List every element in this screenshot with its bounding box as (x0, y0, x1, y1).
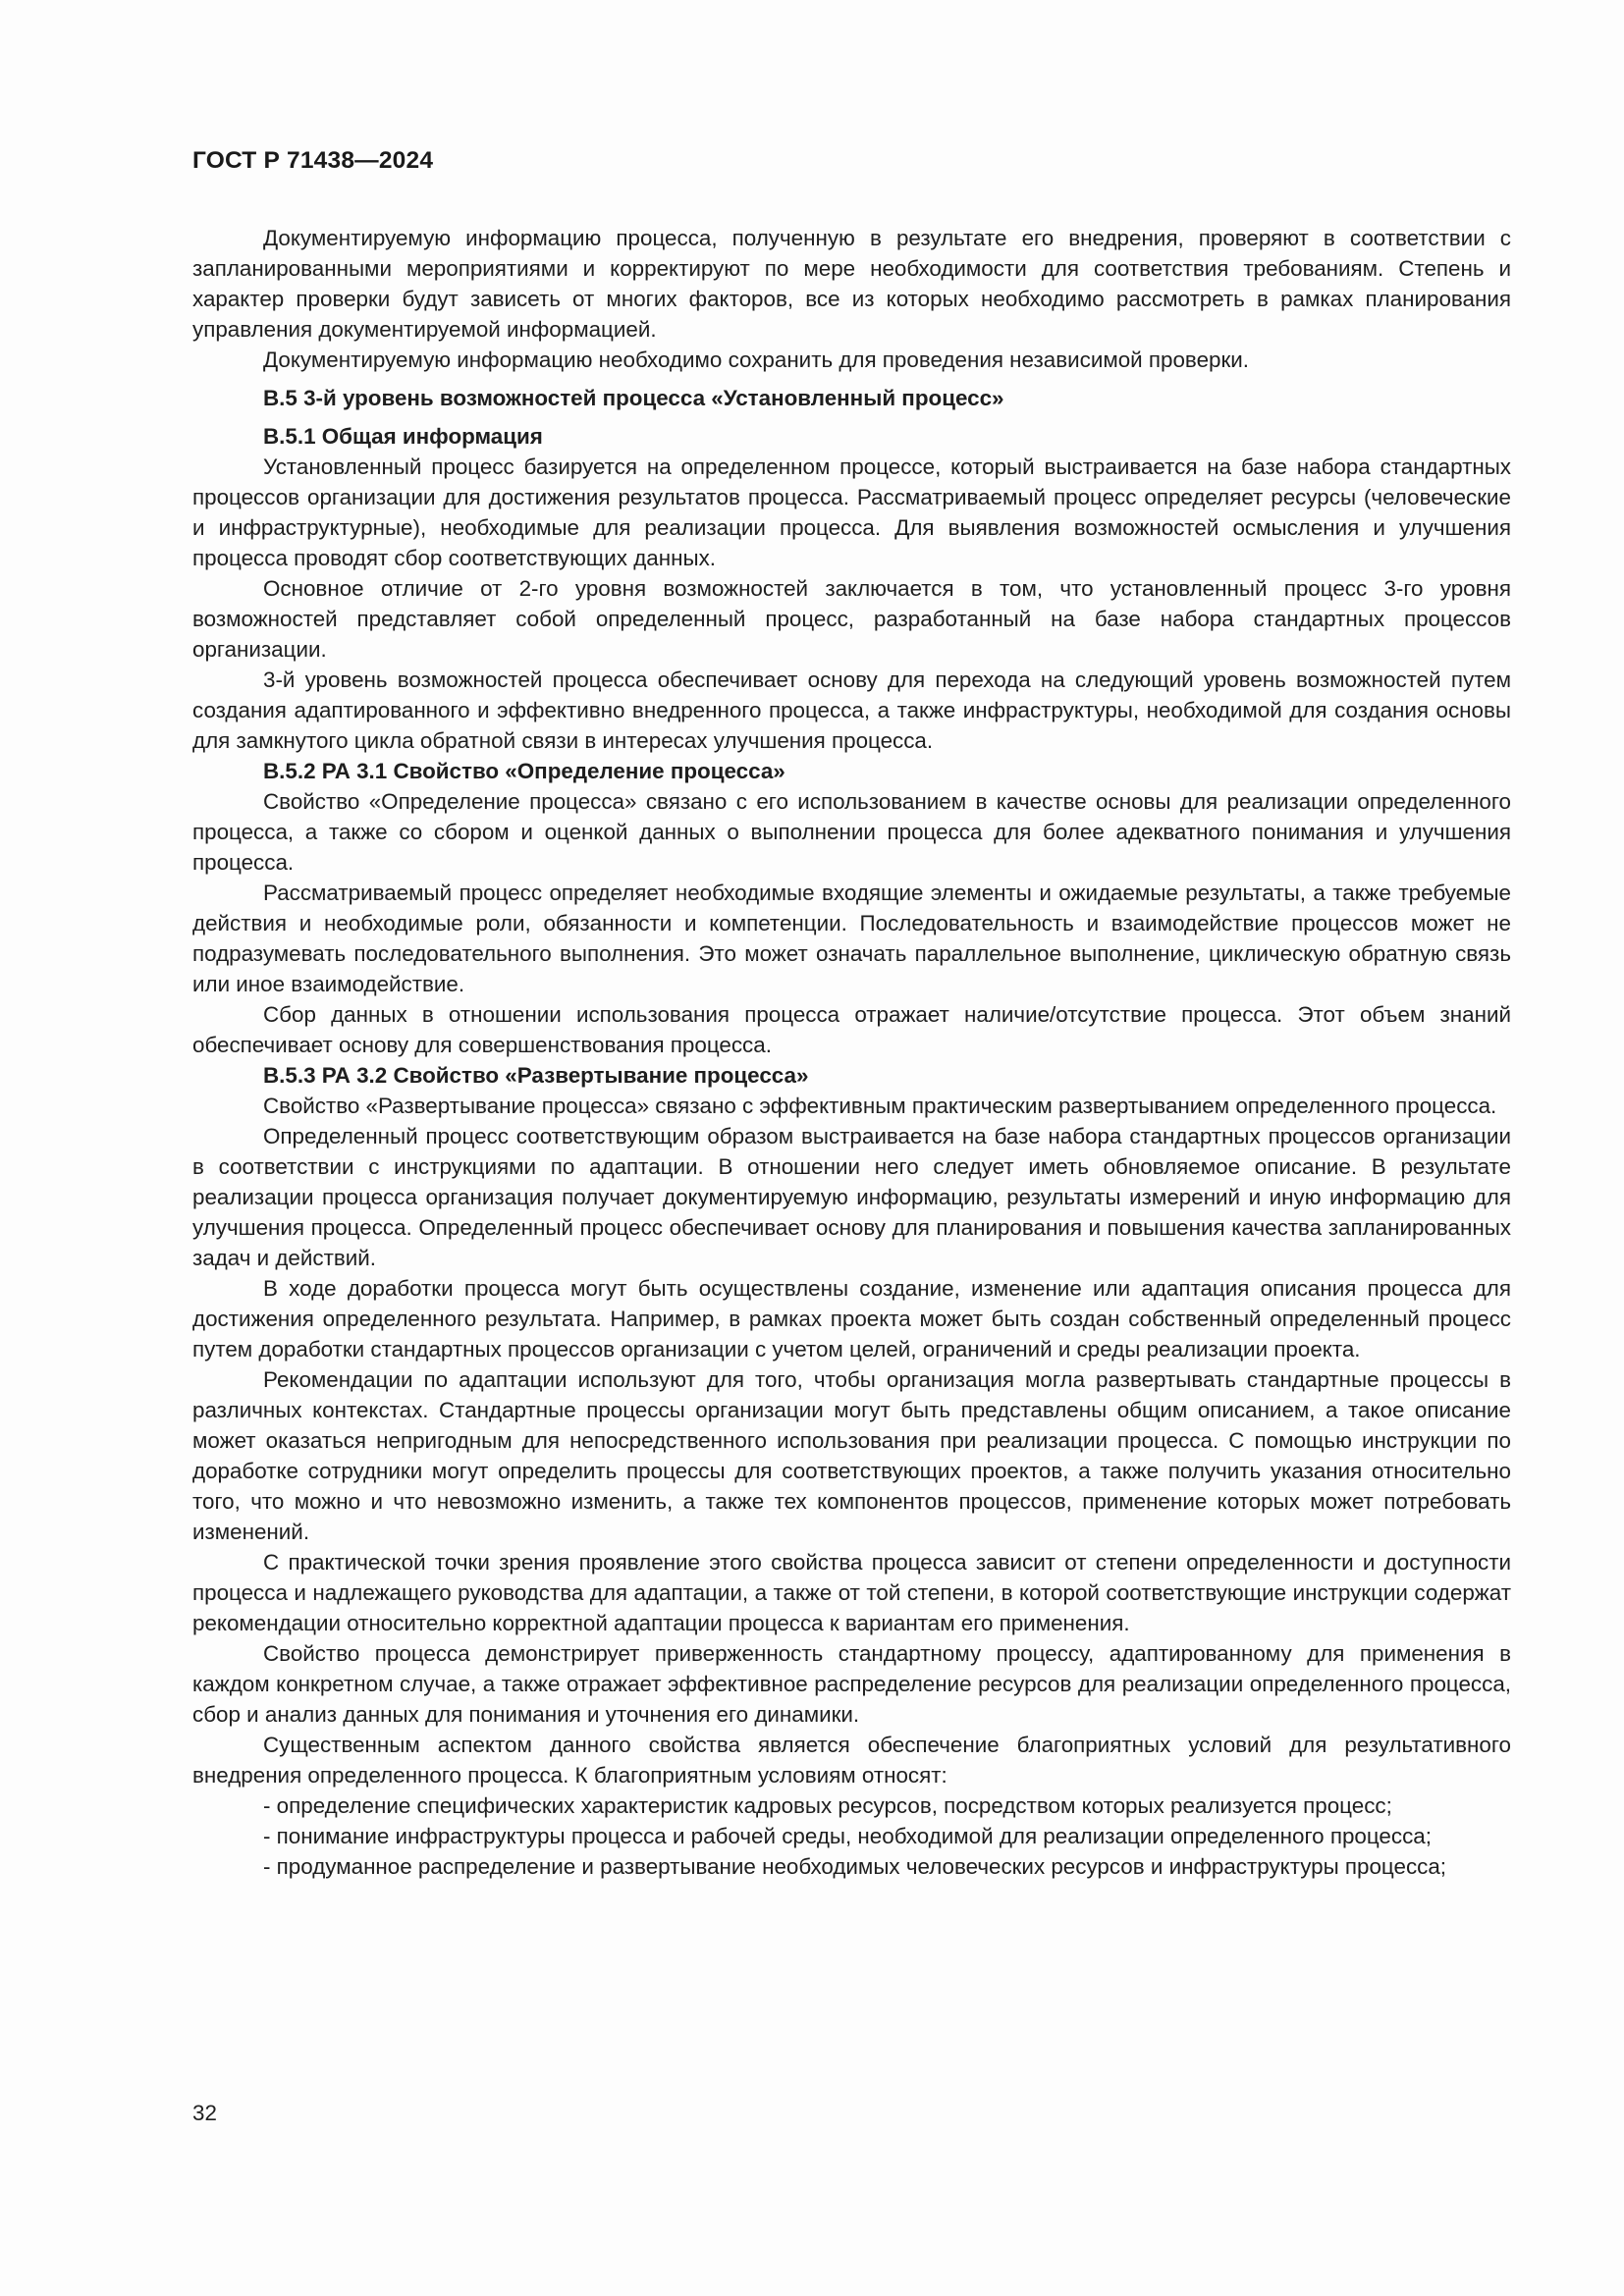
paragraph: Существенным аспектом данного свойства является обеспечение благоприятных условий для результативного внедрения определенного процесса. К благоприятным условиям относят: (192, 1733, 1511, 1788)
paragraph: Определенный процесс соответствующим образом выстраивается на базе набора стандартных процессов организации в соответствии с инструкциями по адаптации. В отношении него следует иметь обновляемое описание. В результате реализации процесса организация получает документируемую информацию, результаты измерений и иную информацию для улучшения процесса. Определенный процесс обеспечивает основу для планирования и повышения качества запланированных задач и действий. (192, 1124, 1511, 1270)
list-item: - продуманное распределение и развертывание необходимых человеческих ресурсов и инфраструктуры процесса; (263, 1854, 1447, 1879)
page-number: 32 (192, 2101, 217, 2125)
paragraph: Документируемую информацию необходимо сохранить для проведения независимой проверки. (263, 347, 1250, 372)
paragraph: Свойство «Определение процесса» связано с его использованием в качестве основы для реализации определенного процесса, а также со сбором и оценкой данных о выполнении процесса для более адекватного понимания и улучшения процесса. (192, 789, 1511, 875)
paragraph: С практической точки зрения проявление этого свойства процесса зависит от степени определенности и доступности процесса и надлежащего руководства для адаптации, а также от той степени, в которой соответствующие инструкции содержат рекомендации относительно корректной адаптации процесса к вариантам его применения. (192, 1550, 1511, 1635)
paragraph: 3-й уровень возможностей процесса обеспечивает основу для перехода на следующий уровень возможностей путем создания адаптированного и эффективно внедренного процесса, а также инфраструктуры, необходимой для создания основы для замкнутого цикла обратной связи в интересах улучшения процесса. (192, 667, 1511, 753)
paragraph: Сбор данных в отношении использования процесса отражает наличие/отсутствие процесса. Этот объем знаний обеспечивает основу для совершенствования процесса. (192, 1002, 1511, 1057)
paragraph: Установленный процесс базируется на определенном процессе, который выстраивается на базе набора стандартных процессов организации для достижения результатов процесса. Рассматриваемый процесс определяет ресурсы (человеческие и инфраструктурные), необходимые для реализации процесса. Для выявления возможностей осмысления и улучшения процесса проводят сбор соответствующих данных. (192, 454, 1511, 570)
section-heading-b5-1: В.5.1 Общая информация (263, 424, 543, 449)
document-code-header: ГОСТ Р 71438—2024 (192, 147, 434, 174)
paragraph: Свойство процесса демонстрирует приверженность стандартному процессу, адаптированному для применения в каждом конкретном случае, а также отражает эффективное распределение ресурсов для реализации определенного процесса, сбор и анализ данных для понимания и уточнения его динамики. (192, 1641, 1511, 1727)
section-heading-b5-2: В.5.2 РА 3.1 Свойство «Определение процесса» (263, 759, 785, 783)
list-item: - понимание инфраструктуры процесса и рабочей среды, необходимой для реализации определенного процесса; (263, 1824, 1432, 1848)
paragraph: Документируемую информацию процесса, полученную в результате его внедрения, проверяют в соответствии с запланированными мероприятиями и корректируют по мере необходимости для соответствия требованиям. Степень и характер проверки будут зависеть от многих факторов, все из которых необходимо рассмотреть в рамках планирования управления документируемой информацией. (192, 226, 1511, 342)
paragraph: Рассматриваемый процесс определяет необходимые входящие элементы и ожидаемые результаты, а также требуемые действия и необходимые роли, обязанности и компетенции. Последовательность и взаимодействие процессов может не подразумевать последовательного выполнения. Это может означать параллельное выполнение, циклическую обратную связь или иное взаимодействие. (192, 881, 1511, 996)
paragraph: Основное отличие от 2-го уровня возможностей заключается в том, что установленный процесс 3-го уровня возможностей представляет собой определенный процесс, разработанный на базе набора стандартных процессов организации. (192, 576, 1511, 662)
paragraph: В ходе доработки процесса могут быть осуществлены создание, изменение или адаптация описания процесса для достижения определенного результата. Например, в рамках проекта может быть создан собственный определенный процесс путем доработки стандартных процессов организации с учетом целей, ограничений и среды реализации проекта. (192, 1276, 1511, 1362)
section-heading-b5: В.5 3-й уровень возможностей процесса «Установленный процесс» (263, 386, 1004, 410)
paragraph: Свойство «Развертывание процесса» связано с эффективным практическим развертыванием определенного процесса. (263, 1094, 1497, 1118)
section-heading-b5-3: В.5.3 РА 3.2 Свойство «Развертывание процесса» (263, 1063, 809, 1088)
document-body (192, 223, 1511, 1882)
paragraph: Рекомендации по адаптации используют для того, чтобы организация могла развертывать стандартные процессы в различных контекстах. Стандартные процессы организации могут быть представлены общим описанием, а такое описание может оказаться непригодным для непосредственного использования при реализации процесса. С помощью инструкции по доработке сотрудники могут определить процессы для соответствующих проектов, а также получить указания относительно того, что можно и что невозможно изменить, а также тех компонентов процессов, применение которых может потребовать изменений. (192, 1367, 1511, 1544)
list-item: - определение специфических характеристик кадровых ресурсов, посредством которых реализуется процесс; (263, 1793, 1392, 1818)
